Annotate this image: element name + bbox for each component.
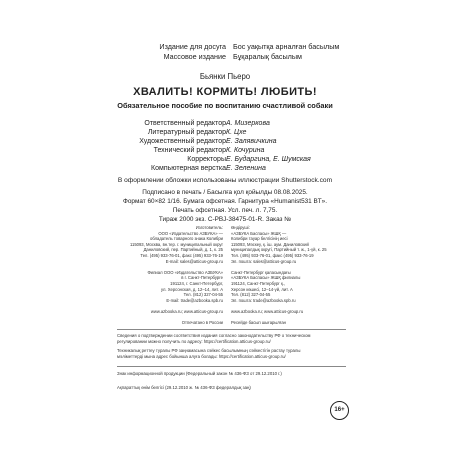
publisher-line: Санкт-Петербург қаласындағы <box>231 269 291 275</box>
certification-line: регулировании можно получить по адресу: https://certification.atticus-group.ru/ <box>117 339 271 344</box>
publisher-block-kz <box>231 225 346 326</box>
credit-role: Художественный редактор <box>139 138 226 145</box>
publisher-line: Тел. (495) 933-76-01, факс (495) 933-76-19 <box>140 252 223 258</box>
credit-name: Е. Зеленина <box>226 165 266 172</box>
publisher-line: 115093, Мәскеу, қ. іш. аум. Даниловский <box>231 241 309 247</box>
publisher-line: Колибри тауар белгісінің иесі <box>231 236 288 242</box>
publisher-line: Даниловский, пер. Партийный, д. 1, к. 25 <box>143 247 223 253</box>
credit-name: К. Кочурина <box>226 147 265 154</box>
mass-edition-left: Массовое издание <box>163 52 226 61</box>
publisher-line: ООО «Издательство АЗБУКА» — <box>158 230 223 236</box>
cover-illustration-note: В оформлении обложки использованы иллюстрации Shutterstock.com <box>117 177 333 184</box>
publisher-line: 115093, Москва, вн.тер. г. муниципальный округ <box>129 241 223 247</box>
publisher-line: 191124, Санкт-Петербург қ., <box>231 280 286 286</box>
publisher-line: Тел. (812) 327-04-55 <box>231 292 271 298</box>
edition-type-left: Издание для досуга <box>159 42 226 51</box>
mass-edition-right: Бұқаралық басылым <box>233 52 302 61</box>
credit-role: Технический редактор <box>153 147 226 154</box>
publisher-line: Херсон көшесі, 12–14-үй, лит. А <box>231 286 293 292</box>
publisher-line: Изготовитель: <box>195 225 223 230</box>
publisher-email: E-mail: sales@atticus-group.ru <box>165 258 223 264</box>
author: Бьянки Пьеро <box>199 72 251 81</box>
printed-in: Отпечатано в России <box>181 320 223 326</box>
print-info-line: Тираж 2000 экз. С-PBJ-38475-01-R. Заказ № <box>158 216 292 223</box>
publisher-line: ул. Херсонская, д. 12–14, лит. А <box>160 286 223 292</box>
publisher-line: «АЗБУКА Баспасы» ЖШҚ — <box>231 230 287 236</box>
publisher-line: в г. Санкт-Петербурге <box>181 275 223 281</box>
publisher-email: Эл. пошта: trade@azbooka.spb.ru <box>231 297 296 303</box>
book-subtitle: Обязательное пособие по воспитанию счастливой собаки <box>117 101 333 110</box>
print-info-line: Подписано в печать / Басылға қол қойылды 08.08.2025. <box>142 189 308 196</box>
credit-name: Е. Залявичкина <box>226 138 277 145</box>
publisher-website: www.azbooka.ru; www.atticus-group.ru <box>231 308 304 314</box>
publisher-line: обладатель товарного знака Колибри <box>150 236 223 242</box>
publisher-email: E-mail: trade@azbooka.spb.ru <box>166 297 223 303</box>
publisher-line: «АЗБУКА Баспасы» ЖШҚ филиалы <box>231 275 301 281</box>
book-title: ХВАЛИТЬ! КОРМИТЬ! ЛЮБИТЬ! <box>133 86 317 98</box>
credit-role: Ответственный редактор <box>144 120 226 127</box>
info-product-sign-kz: Ақпараттық өнім белгісі (29.12.2010 ж. № 436-ФЗ федералдық заң) <box>117 385 251 390</box>
divider <box>117 366 346 367</box>
publisher-line: Филиал ООО «Издательство АЗБУКА» <box>147 269 223 275</box>
credit-name: Е. Бударгина, Е. Шумская <box>226 156 311 163</box>
publisher-line: Өндіруші: <box>231 225 250 230</box>
edition-type-right: Бос уақытқа арналған басылым <box>233 42 340 51</box>
age-rating-badge: 16+ <box>330 401 349 420</box>
publisher-block-ru <box>117 225 223 326</box>
credit-name: А. Мизеркова <box>226 120 270 127</box>
publisher-line: Тел. (495) 933-76-01, факс (495) 933-76-19 <box>231 252 314 258</box>
certification-block <box>117 333 311 360</box>
certification-line: Техникалық реттеу туралы РФ заңнамасына сәйкес басылымның сәйкестігін растау туралы <box>117 348 301 353</box>
credit-name: К. Цхе <box>226 129 247 136</box>
credit-role: Литературный редактор <box>147 129 226 136</box>
publisher-website: www.azbooka.ru; www.atticus-group.ru <box>150 308 223 314</box>
info-product-sign-block <box>117 371 282 391</box>
print-info-line: Формат 60×82 1/16. Бумага офсетная. Гарнитура «Humanist531 BT». <box>123 198 327 205</box>
print-info-line: Печать офсетная. Усл. печ. л. 7,75. <box>172 207 278 214</box>
printed-in: Ресейде басып шығарылған <box>231 320 286 326</box>
certification-line: мәліметтерді мына адрес бойынша алуға болады: https://certification.atticus-group.ru/ <box>117 354 286 359</box>
credit-role: Компьютерная верстка <box>151 165 226 172</box>
info-product-sign-ru: Знак информационной продукции (Федеральный закон № 436-ФЗ от 29.12.2010 г.) <box>117 371 282 376</box>
publisher-line: 191124, г. Санкт-Петербург, <box>170 280 223 286</box>
credit-role: Корректоры <box>187 156 226 163</box>
publisher-line: Тел. (812) 327-04-55 <box>183 292 223 298</box>
publisher-line: муниципалдық округі, Партийный т. ж., 1-үй, к. 25 <box>231 247 327 253</box>
publisher-email: Эл. пошта: sales@atticus-group.ru <box>231 258 297 264</box>
certification-line: Сведения о подтверждении соответствия издания согласно законодательству РФ о техническом <box>117 333 311 338</box>
divider <box>117 329 346 330</box>
